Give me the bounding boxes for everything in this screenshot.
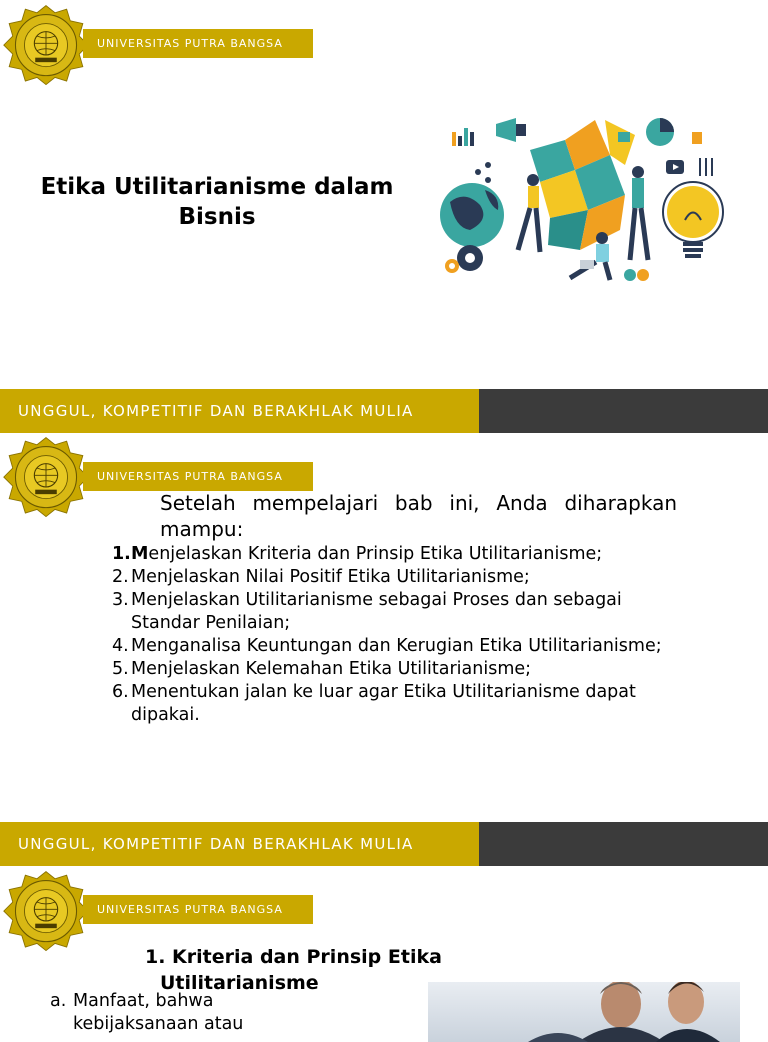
slide-title-text: Etika Utilitarianisme dalam Bisnis — [40, 174, 394, 230]
footer-dark-bar — [479, 389, 768, 433]
list-item — [112, 681, 692, 727]
list-item — [112, 658, 692, 681]
footer-motto: UNGGUL, KOMPETITIF DAN BERAKHLAK MULIA — [18, 835, 414, 853]
university-banner — [83, 462, 313, 491]
footer-motto-bar — [0, 822, 479, 866]
slide-title — [0, 0, 768, 434]
list-text: Menjelaskan Kelemahan Etika Utilitarianisme; — [131, 659, 532, 679]
university-name: UNIVERSITAS PUTRA BANGSA — [97, 470, 283, 483]
list-number: 6. — [112, 682, 129, 702]
list-number: 2. — [112, 567, 129, 587]
list-item — [50, 990, 310, 1013]
university-banner — [83, 895, 313, 924]
list-text: Menjelaskan Nilai Positif Etika Utilitarianisme; — [131, 567, 530, 587]
list-item — [112, 543, 692, 566]
list-number: 5. — [112, 659, 129, 679]
list-number: 1. — [112, 544, 131, 564]
university-name: UNIVERSITAS PUTRA BANGSA — [97, 903, 283, 916]
list-text: Menentukan jalan ke luar agar Etika Utilitarianisme dapat dipakai. — [131, 682, 636, 725]
teamwork-puzzle-illustration — [430, 110, 730, 295]
list-text: Manfaat, bahwa — [73, 991, 214, 1011]
list-letter — [50, 1013, 73, 1036]
list-text: Menjelaskan Utilitarianisme sebagai Proses dan sebagai Standar Penilaian; — [131, 590, 622, 633]
list-letter: a. — [50, 991, 67, 1011]
objectives-list — [112, 543, 692, 727]
objectives-intro: Setelah mempelajari bab ini, Anda diharapkan mampu: — [160, 491, 677, 541]
criteria-list — [50, 990, 310, 1036]
list-item — [50, 1013, 310, 1036]
university-banner — [83, 29, 313, 58]
list-text: Menganalisa Keuntungan dan Kerugian Etika Utilitarianisme; — [131, 636, 662, 656]
university-name: UNIVERSITAS PUTRA BANGSA — [97, 37, 283, 50]
list-item — [112, 566, 692, 589]
footer-motto-bar — [0, 389, 479, 433]
section-title-line1: 1. Kriteria dan Prinsip Etika — [145, 946, 442, 968]
footer-motto: UNGGUL, KOMPETITIF DAN BERAKHLAK MULIA — [18, 402, 414, 420]
list-item — [112, 635, 692, 658]
list-text — [131, 543, 692, 566]
footer-dark-bar — [479, 822, 768, 866]
university-logo — [2, 2, 90, 90]
list-number: 3. — [112, 590, 129, 610]
list-text-rest: enjelaskan Kriteria dan Prinsip Etika Utilitarianisme; — [148, 544, 603, 564]
list-item — [112, 589, 692, 635]
university-logo — [2, 868, 90, 956]
university-logo — [2, 434, 90, 522]
list-number: 4. — [112, 636, 129, 656]
section-title-line2: Utilitarianisme — [160, 972, 319, 994]
list-text: kebijaksanaan atau — [73, 1014, 244, 1034]
business-people-photo — [428, 982, 740, 1042]
first-letter: M — [131, 544, 149, 564]
